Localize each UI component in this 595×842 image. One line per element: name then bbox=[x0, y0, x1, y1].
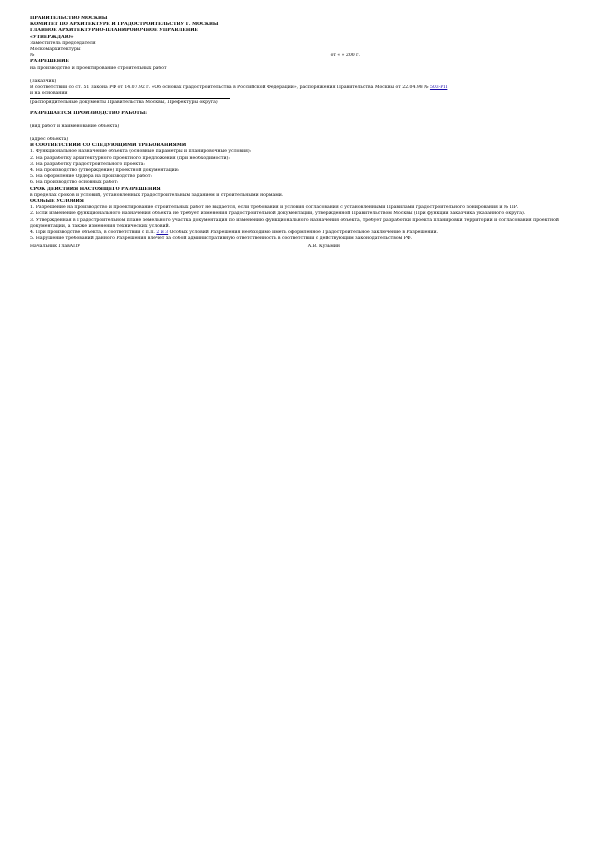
requirement-item: 4. На производство (утверждение) проектной документации: bbox=[30, 168, 180, 174]
requirements-heading: В СООТВЕТСТВИИ СО СЛЕДУЮЩИМИ ТРЕБОВАНИЯМИ bbox=[30, 143, 187, 149]
document-title: РАЗРЕШЕНИЕ bbox=[30, 59, 69, 65]
cond4-link[interactable]: 2 и 3 bbox=[156, 230, 169, 236]
basis-post: и на основании bbox=[30, 91, 68, 97]
requirement-item: 6. На производство основных работ: bbox=[30, 180, 119, 186]
condition-item: 1. Разрешение на производство и проектирование строительных работ не выдается, если требования и условия согласования с установленными Правилами градостроительного зонирования и № ПР. bbox=[30, 205, 519, 211]
permitted-heading: РАЗРЕШАЕТСЯ ПРОИЗВОДСТВО РАБОТЫ: bbox=[30, 110, 147, 116]
requirement-item: 1. Функциональное назначение объекта (основные параметры и планировочные условия): bbox=[30, 149, 252, 155]
number-label: № bbox=[30, 53, 35, 59]
signature-row bbox=[30, 244, 340, 250]
address-note: (адрес объекта) bbox=[30, 137, 69, 143]
basis-note: (распорядительные документы Правительства Москвы, Префектуры округа) bbox=[30, 100, 218, 106]
validity-heading: СРОК ДЕЙСТВИЯ НАСТОЯЩЕГО РАЗРЕШЕНИЯ bbox=[30, 186, 161, 192]
signature-title: Начальник ГлавАПУ bbox=[30, 243, 81, 249]
date-line: от « » 200 г. bbox=[330, 53, 360, 59]
document-body bbox=[30, 16, 565, 250]
requirement-item: 5. На оформление Ордера на производство работ: bbox=[30, 174, 153, 180]
requirement-item: 3. На разработку градостроительного проекта: bbox=[30, 161, 145, 167]
approve-stamp: «УТВЕРЖДАЮ» bbox=[30, 34, 74, 40]
condition-item: 3. Утвержденная в Градостроительном плане земельного участка документация по изменению функционального назначения объекта, требует разработки проекта планировки территории и согласования проектной документации, а также изменения технических условий. bbox=[30, 217, 559, 229]
document-subtitle: на производство и проектирование строительных работ bbox=[30, 65, 167, 71]
cond4-post: Особых условий Разрешения необходимо иметь оформленное Градостроительное заключение в Разрешении. bbox=[169, 230, 439, 236]
requirement-item: 2. На разработку архитектурного проектного предложения (при необходимости): bbox=[30, 155, 230, 161]
basis-link[interactable]: 503-РП bbox=[429, 85, 448, 91]
org-government: ПРАВИТЕЛЬСТВО МОСКВЫ bbox=[30, 16, 108, 21]
applicant-note: (Заказчик) bbox=[30, 78, 57, 84]
validity-text: в пределах сроков и условий, установленных градостроительным заданием и строительными нормами. bbox=[30, 192, 284, 198]
basis-underline bbox=[30, 98, 230, 99]
org-committee: КОМИТЕТ ПО АРХИТЕКТУРЕ И ГРАДОСТРОИТЕЛЬСТВУ Г. МОСКВЫ bbox=[30, 22, 219, 28]
condition-item: 5. Нарушение требований данного Разрешения влечет за собой административную ответственность в соответствии с действующим законодательством РФ. bbox=[30, 236, 412, 242]
work-note: (вид работ и наименование объекта) bbox=[30, 123, 120, 129]
special-conditions-heading: ОСОБЫЕ УСЛОВИЯ bbox=[30, 199, 84, 205]
approver-position: Заместитель председателя bbox=[30, 40, 96, 46]
basis-pre: В соответствии со ст. 51 Закона РФ от 14.07.92 г. «Об основах градостроительства в Российской Федерации», распоряжения Правительства Москвы от 22.04.98 № bbox=[30, 85, 429, 91]
signature-name: А.В. Кузьмин bbox=[307, 243, 340, 249]
condition-item: 2. Если изменение функционального назначения объекта не требует изменения градостроительной документации, утвержденной Правительством Москвы (При функции заказчика указанного округа). bbox=[30, 211, 526, 217]
approver-organization: Москомархитектуры bbox=[30, 47, 81, 53]
org-department: ГЛАВНОЕ АРХИТЕКТУРНО-ПЛАНИРОВОЧНОЕ УПРАВЛЕНИЕ bbox=[30, 28, 199, 34]
cond4-pre: 4. При производстве объекта, в соответствии с п.п. bbox=[30, 230, 155, 236]
